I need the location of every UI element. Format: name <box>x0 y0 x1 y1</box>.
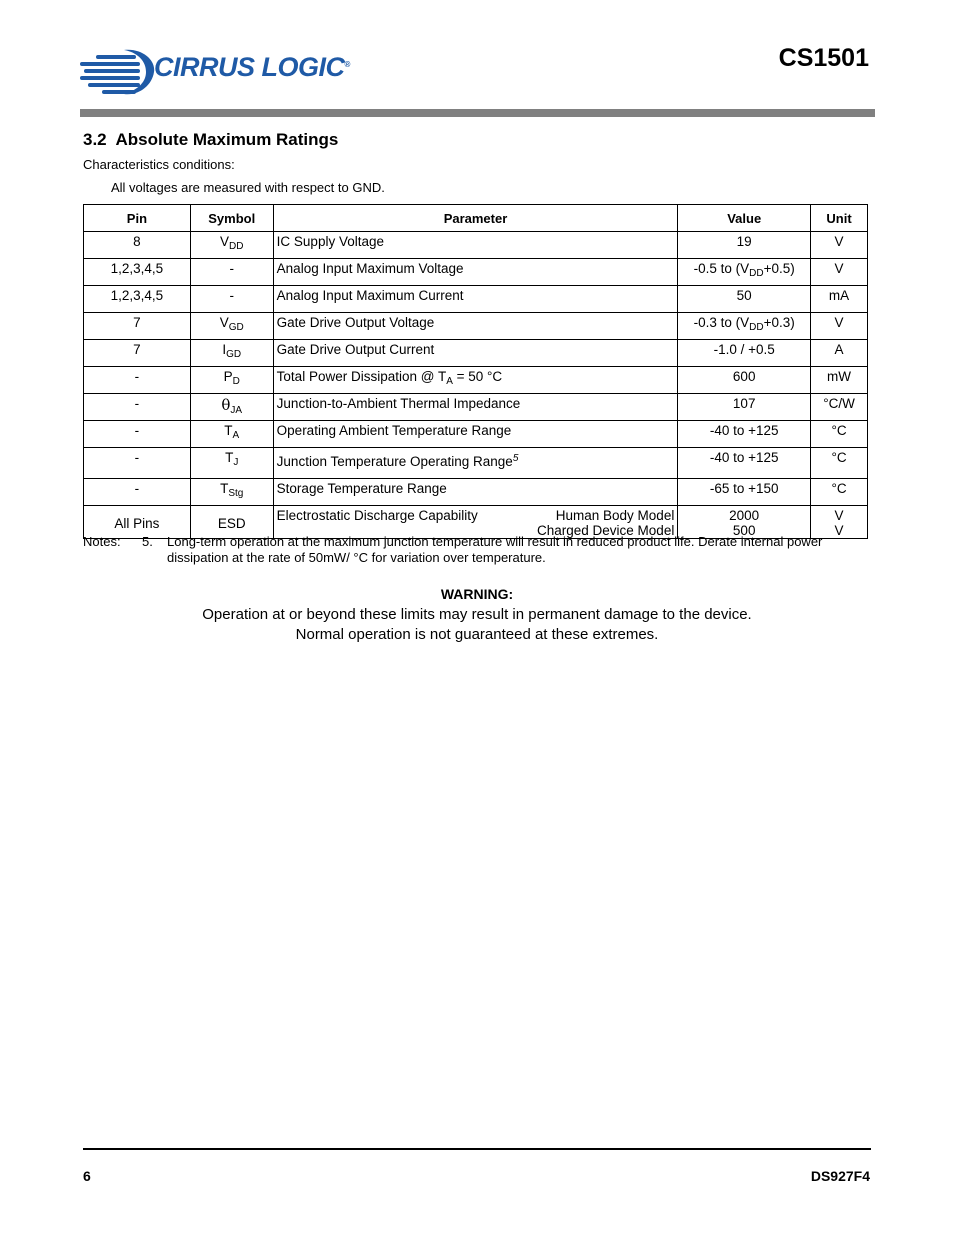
absolute-maximum-ratings-table <box>83 204 868 539</box>
cell-unit: V <box>811 313 868 340</box>
cell-pin: - <box>84 367 191 394</box>
conditions-text: All voltages are measured with respect to GND. <box>111 180 385 195</box>
note-text: Long-term operation at the maximum junction temperature will result in reduced product life. Derate internal power dissipation at the rate of 50mW/ °C for variation over temperature. <box>167 534 823 565</box>
table-row <box>84 286 868 313</box>
cell-pin: 8 <box>84 232 191 259</box>
cell-pin: All Pins <box>84 506 191 539</box>
cell-parameter: IC Supply Voltage <box>273 232 678 259</box>
notes-label: Notes: <box>83 534 121 549</box>
table-row <box>84 394 868 421</box>
table-header-row <box>84 205 868 232</box>
cell-parameter: Gate Drive Output Voltage <box>273 313 678 340</box>
cell-symbol: $V_{DD}$ <box>190 232 273 259</box>
cell-value: 107 <box>678 394 811 421</box>
model-human-body: Human Body Model <box>555 508 675 523</box>
cell-unit: °C <box>811 421 868 448</box>
cell-unit: mW <box>811 367 868 394</box>
document-title: CS1501 <box>778 44 869 72</box>
cell-value: 19 <box>678 232 811 259</box>
cell-pin: - <box>84 479 191 506</box>
value-charged-device: 500 <box>732 523 756 538</box>
model-charged-device: Charged Device Model <box>537 523 675 538</box>
header-parameter: Parameter <box>273 205 678 232</box>
cell-symbol: $\theta_{JA}$ <box>190 394 273 421</box>
cell-symbol: $T_{Stg}$ <box>190 479 273 506</box>
logo-wordmark: CIRRUS LOGIC® <box>154 52 350 82</box>
cell-unit: V <box>811 232 868 259</box>
cell-value: -65 to +150 <box>678 479 811 506</box>
cell-parameter: Analog Input Maximum Voltage <box>273 259 678 286</box>
page-number: 6 <box>83 1168 91 1184</box>
cell-parameter: Operating Ambient Temperature Range <box>273 421 678 448</box>
cell-unit: mA <box>811 286 868 313</box>
registered-mark: ® <box>344 60 350 69</box>
cell-unit: °C/W <box>811 394 868 421</box>
cell-value: -40 to +125 <box>678 421 811 448</box>
cell-unit: °C <box>811 479 868 506</box>
cell-pin: - <box>84 394 191 421</box>
cell-parameter: Storage Temperature Range <box>273 479 678 506</box>
table-row <box>84 479 868 506</box>
cell-value: -0.5 to $(V_{DD}+0.5)$ <box>678 259 811 286</box>
cell-symbol: - <box>190 259 273 286</box>
cell-value: 50 <box>678 286 811 313</box>
cell-unit: A <box>811 340 868 367</box>
cell-value: -0.3 to $(V_{DD}+0.3)$ <box>678 313 811 340</box>
header-divider-bar <box>80 109 875 117</box>
unit-human-body: V <box>834 508 844 523</box>
cell-parameter: Junction-to-Ambient Thermal Impedance <box>273 394 678 421</box>
cell-symbol: - <box>190 286 273 313</box>
cirrus-logo-mark-icon <box>80 46 156 98</box>
cell-parameter: Gate Drive Output Current <box>273 340 678 367</box>
warning-line-2: Normal operation is not guaranteed at these extremes. <box>295 626 659 643</box>
note-number: 5. <box>142 534 153 549</box>
table-row <box>84 448 868 479</box>
cell-symbol: $P_D$ <box>190 367 273 394</box>
cell-value: 600 <box>678 367 811 394</box>
cell-pin: 1,2,3,4,5 <box>84 286 191 313</box>
cell-pin: 1,2,3,4,5 <box>84 259 191 286</box>
cell-pin: - <box>84 448 191 479</box>
warning-title: WARNING: <box>440 586 514 602</box>
table-row <box>84 232 868 259</box>
cell-value: -40 to +125 <box>678 448 811 479</box>
table-row <box>84 340 868 367</box>
header-unit: Unit <box>811 205 868 232</box>
cell-unit: V <box>811 259 868 286</box>
section-heading: 3.2 Absolute Maximum Ratings <box>83 130 339 149</box>
header-symbol: Symbol <box>190 205 273 232</box>
value-human-body: 2000 <box>729 508 760 523</box>
esd-parameter-label: Electrostatic Discharge Capability <box>276 508 478 523</box>
cell-pin: 7 <box>84 340 191 367</box>
cell-parameter: Junction Temperature Operating Range$^5$ <box>273 448 678 479</box>
document-number: DS927F4 <box>810 1168 870 1184</box>
unit-charged-device: V <box>834 523 844 538</box>
cell-pin: 7 <box>84 313 191 340</box>
table-row <box>84 421 868 448</box>
footer-divider <box>83 1148 871 1150</box>
cell-parameter: Analog Input Maximum Current <box>273 286 678 313</box>
cell-value: -1.0 / +0.5 <box>678 340 811 367</box>
conditions-label: Characteristics conditions: <box>83 157 235 172</box>
cell-symbol: $V_{GD}$ <box>190 313 273 340</box>
cell-pin: - <box>84 421 191 448</box>
table-row <box>84 313 868 340</box>
table-row <box>84 259 868 286</box>
header-pin: Pin <box>84 205 191 232</box>
cell-symbol: $I_{GD}$ <box>190 340 273 367</box>
cell-symbol: $T_J$ <box>190 448 273 479</box>
cell-parameter: Total Power Dissipation @ $T_A = 50$ °C <box>273 367 678 394</box>
cirrus-logic-logo <box>80 46 350 98</box>
cell-unit: °C <box>811 448 868 479</box>
header-value: Value <box>678 205 811 232</box>
cell-symbol: $T_A$ <box>190 421 273 448</box>
warning-line-1: Operation at or beyond these limits may result in permanent damage to the device. <box>202 606 752 623</box>
cell-symbol: ESD <box>190 506 273 539</box>
table-row <box>84 367 868 394</box>
footnote-ref: 5 <box>512 453 519 464</box>
